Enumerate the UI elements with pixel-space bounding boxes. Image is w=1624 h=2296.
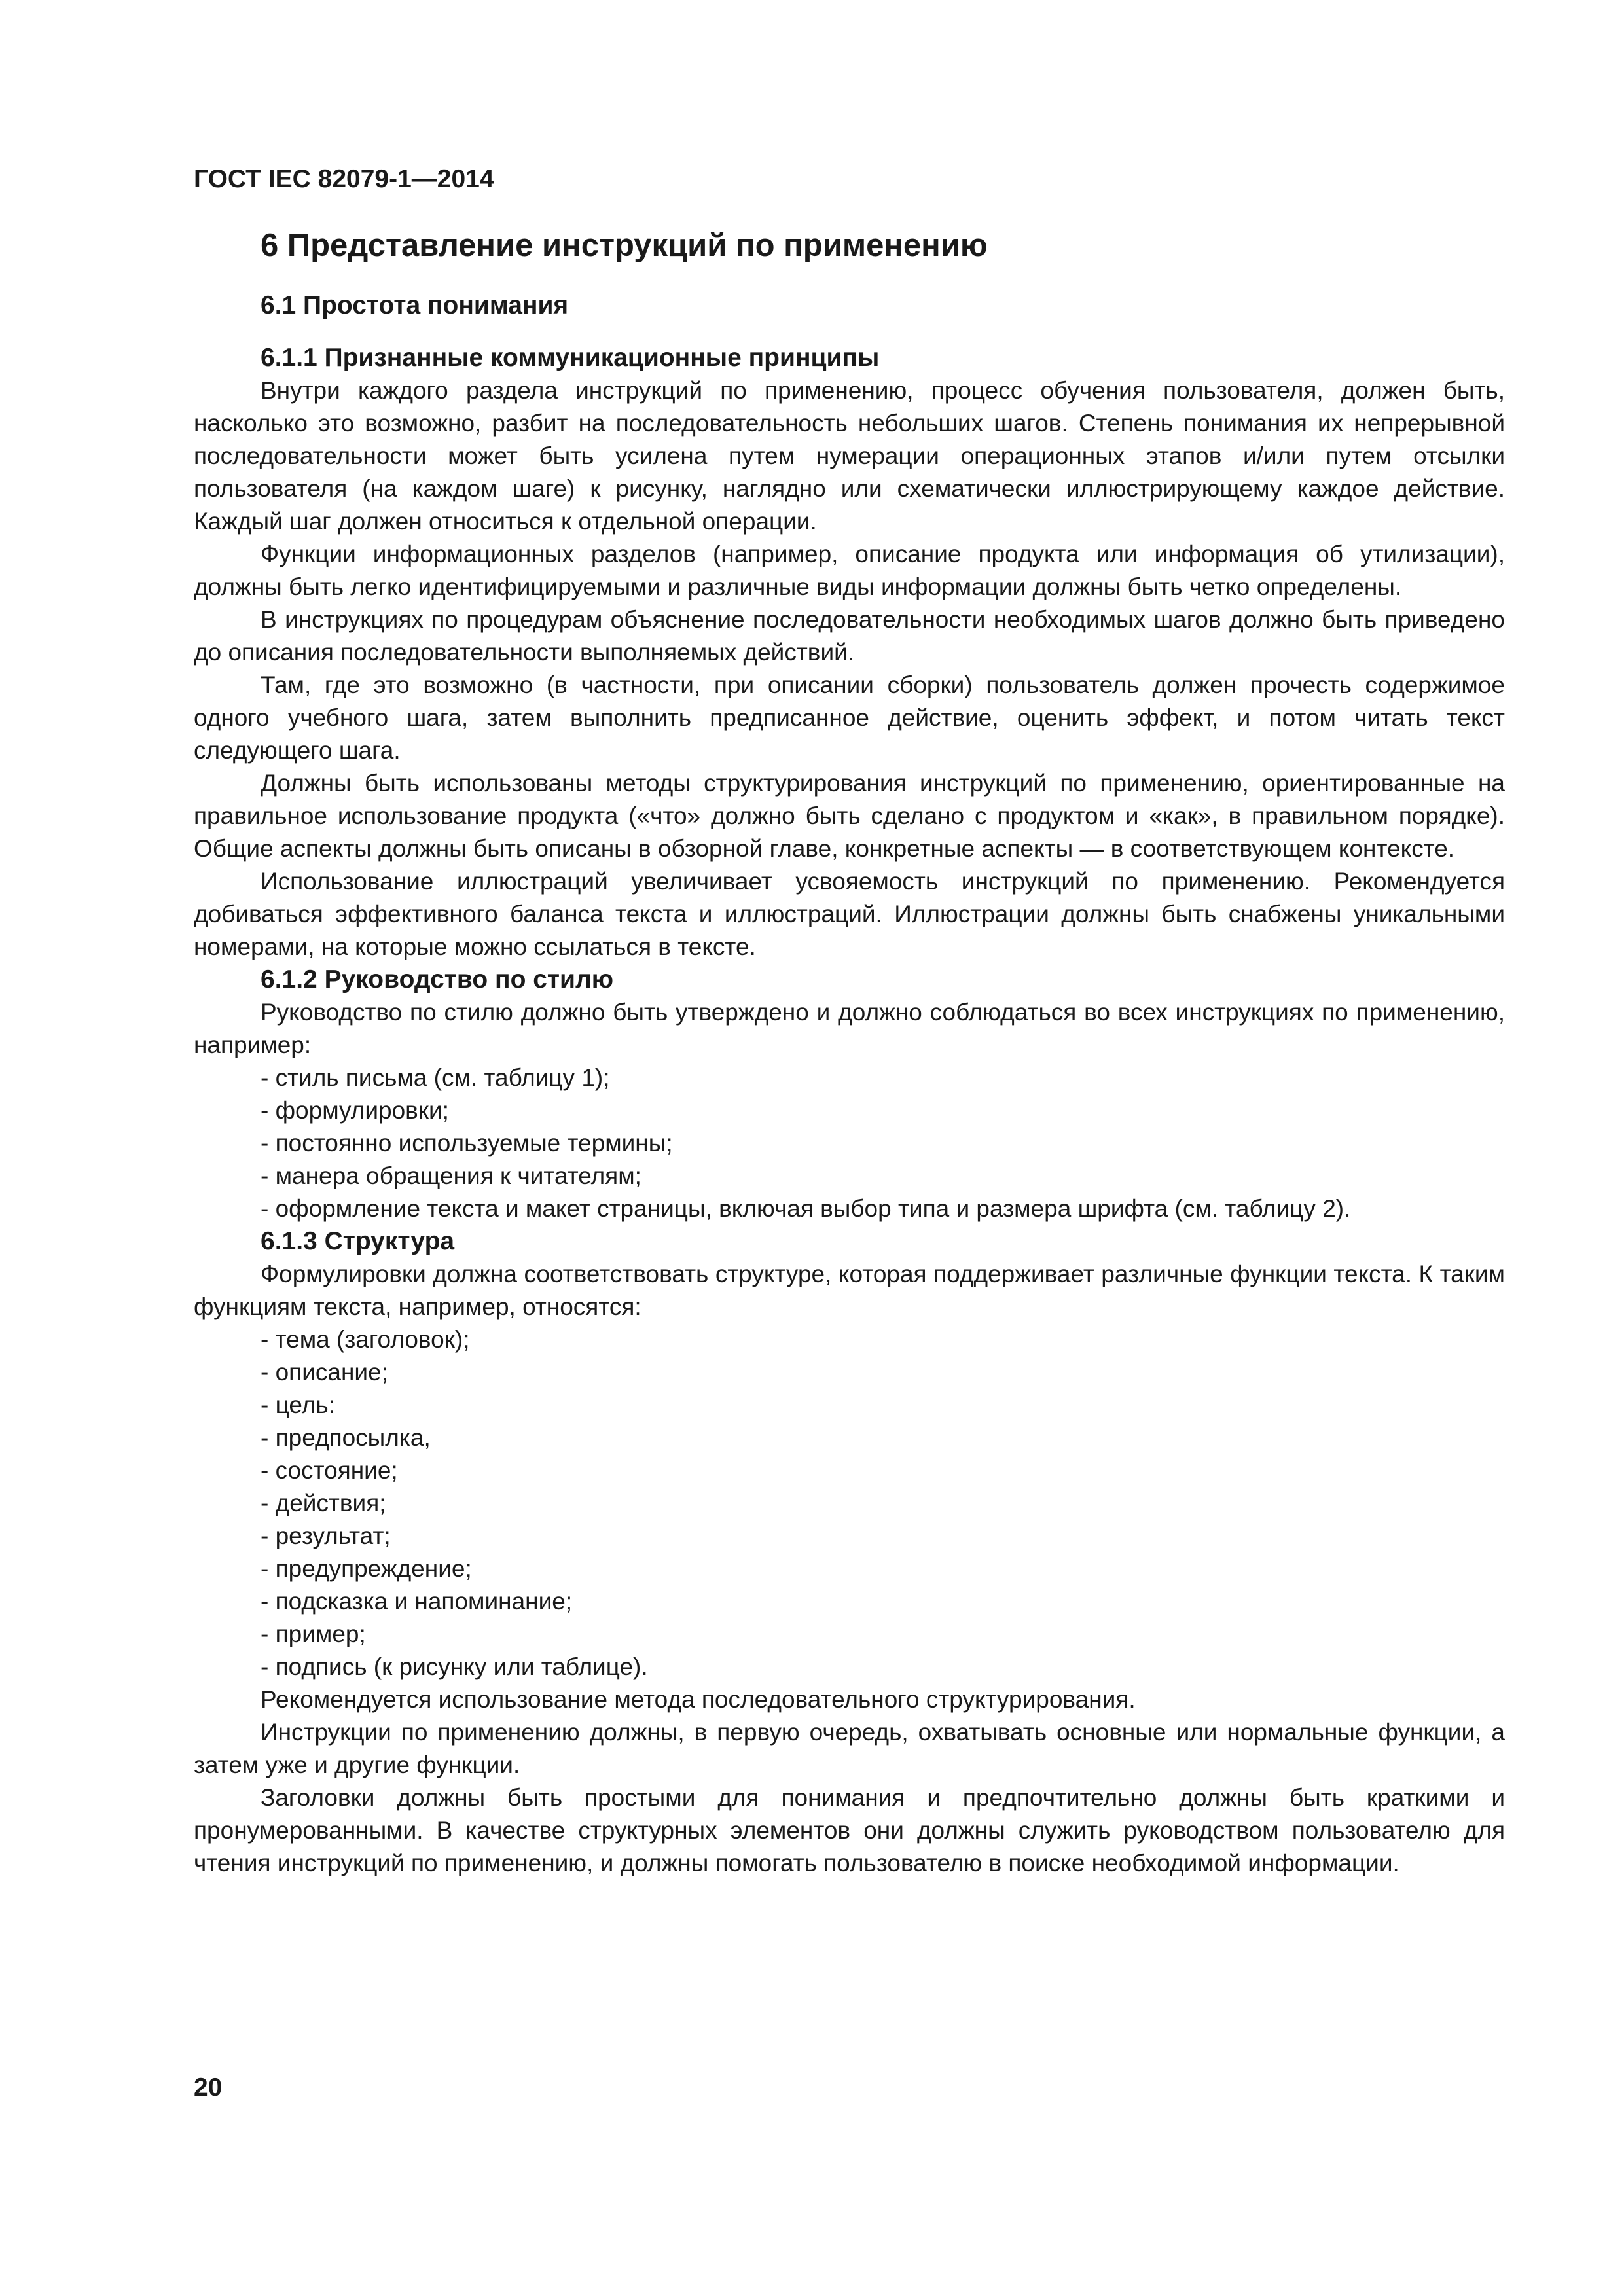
list-item: - формулировки; (261, 1097, 449, 1124)
clause-613-intro: Формулировки должна соответствовать структуре, которая поддерживает различные функции текста. К таким функциям текста, например, относятся: (194, 1261, 1505, 1320)
document-code-header: ГОСТ IEC 82079-1—2014 (194, 165, 494, 193)
clause-611-paragraph: Функции информационных разделов (например, описание продукта или информация об утилизации), должны быть легко идентифицируемыми и различные виды информации должны быть четко определены. (194, 541, 1505, 600)
list-item: - подпись (к рисунку или таблице). (261, 1653, 648, 1680)
clause-613-title: 6.1.3 Структура (261, 1227, 455, 1255)
list-item: - стиль письма (см. таблицу 1); (261, 1064, 610, 1091)
list-item: - манера обращения к читателям; (261, 1162, 641, 1189)
clause-613-paragraph: Инструкции по применению должны, в первую очередь, охватывать основные или нормальные функции, а затем уже и другие функции. (194, 1719, 1505, 1778)
clause-611-paragraph: Там, где это возможно (в частности, при описании сборки) пользователь должен прочесть содержимое одного учебного шага, затем выполнить предписанное действие, оценить эффект, и потом читать текст следующего шага. (194, 672, 1505, 764)
clause-611-paragraph: В инструкциях по процедурам объяснение последовательности необходимых шагов должно быть приведено до описания последовательности выполняемых действий. (194, 606, 1505, 666)
page-number: 20 (194, 2073, 223, 2102)
list-item: - предупреждение; (261, 1555, 472, 1582)
subsection-title: 6.1 Простота понимания (261, 291, 569, 319)
clause-611-paragraph: Должны быть использованы методы структурирования инструкций по применению, ориентированные на правильное использование продукта («что» должно быть сделано с продуктом и «как», в правильном порядке). Общие аспекты должны быть описаны в обзорной главе, конкретные аспекты — в соответствующем контексте. (194, 770, 1505, 862)
page-body (194, 216, 1505, 1880)
list-item: - тема (заголовок); (261, 1326, 470, 1353)
clause-611-paragraph: Использование иллюстраций увеличивает усвояемость инструкций по применению. Рекомендуется добиваться эффективного баланса текста и иллюстраций. Иллюстрации должны быть снабжены уникальными номерами, на которые можно ссылаться в тексте. (194, 868, 1505, 960)
list-item: - результат; (261, 1522, 391, 1549)
clause-612-intro: Руководство по стилю должно быть утверждено и должно соблюдаться во всех инструкциях по применению, например: (194, 999, 1505, 1058)
clause-611-title: 6.1.1 Признанные коммуникационные принципы (261, 344, 880, 372)
clause-613-paragraph: Рекомендуется использование метода последовательного структурирования. (261, 1686, 1136, 1713)
list-item: - пример; (261, 1621, 366, 1647)
clause-611-paragraph: Внутри каждого раздела инструкций по применению, процесс обучения пользователя, должен быть, насколько это возможно, разбит на последовательность небольших шагов. Степень понимания их непрерывной последовательности может быть усилена путем нумерации операционных этапов и/или путем отсылки пользователя (на каждом шаге) к рисунку, наглядно или схематически иллюстрирующему каждое действие. Каждый шаг должен относиться к отдельной операции. (194, 377, 1505, 535)
clause-613-paragraph: Заголовки должны быть простыми для понимания и предпочтительно должны быть краткими и пронумерованными. В качестве структурных элементов они должны служить руководством пользователю для чтения инструкций по применению, и должны помогать пользователю в поиске необходимой информации. (194, 1784, 1505, 1876)
list-item: - описание; (261, 1359, 388, 1386)
list-item: - предпосылка, (261, 1424, 431, 1451)
list-item: - действия; (261, 1490, 386, 1516)
list-item: - состояние; (261, 1457, 398, 1484)
list-item: - цель: (261, 1391, 335, 1418)
list-item: - постоянно используемые термины; (261, 1130, 673, 1157)
section-title: 6 Представление инструкций по применению (261, 228, 988, 263)
list-item: - оформление текста и макет страницы, включая выбор типа и размера шрифта (см. таблицу 2). (261, 1195, 1351, 1222)
list-item: - подсказка и напоминание; (261, 1588, 573, 1615)
clause-612-title: 6.1.2 Руководство по стилю (261, 965, 614, 994)
